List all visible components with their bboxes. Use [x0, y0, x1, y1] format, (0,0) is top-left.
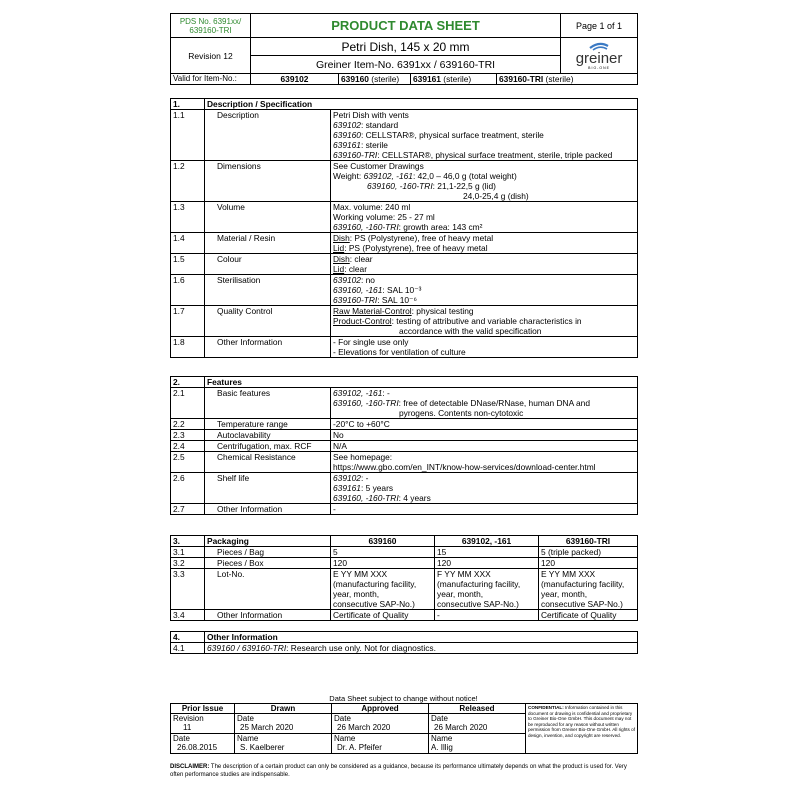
- spec-line: [333, 473, 635, 483]
- packaging-cell: [435, 547, 539, 558]
- spec-line: [333, 408, 635, 418]
- packaging-column-header: 639102, -161: [435, 536, 539, 547]
- row-value: [331, 254, 638, 275]
- disclaimer: [170, 763, 640, 779]
- underlined-term: Dish: [333, 233, 350, 243]
- released-date: Date 26 March 2020: [429, 714, 526, 734]
- spec-line: [333, 222, 635, 232]
- spec-line: [333, 110, 635, 120]
- row-label: Basic features: [205, 388, 331, 419]
- packaging-row: [171, 558, 638, 569]
- row-value: [331, 110, 638, 161]
- disclaimer-title: DISCLAIMER:: [170, 764, 210, 770]
- item-code: 639160: [341, 74, 369, 84]
- section-header: [171, 377, 638, 388]
- confidential-title: CONFIDENTIAL:: [528, 705, 564, 710]
- packaging-cell: [435, 610, 539, 621]
- row-label: Other Information: [205, 504, 331, 515]
- confidential-note: [526, 704, 638, 754]
- line-text: Max. volume: 240 ml: [333, 202, 411, 212]
- spec-line: [333, 191, 635, 201]
- spec-line: [333, 202, 635, 212]
- approved-name: Name Dr. A. Pfeifer: [332, 734, 429, 754]
- packaging-row: [171, 547, 638, 558]
- item-ref: 639160: [333, 130, 361, 140]
- row-label: Description: [205, 110, 331, 161]
- row-value: [331, 337, 638, 358]
- item-ref: 639160, -160-TRI: [333, 493, 399, 503]
- spec-row: [171, 504, 638, 515]
- spec-line: [333, 430, 635, 440]
- spec-line: [333, 295, 635, 305]
- section-number: 3.: [171, 536, 205, 547]
- spec-line: [333, 441, 635, 451]
- section-title: Other Information: [205, 632, 638, 643]
- row-number: 4.1: [171, 643, 205, 654]
- line-text: See Customer Drawings: [333, 161, 424, 171]
- drawn-date: Date 25 March 2020: [235, 714, 332, 734]
- row-number: 1.7: [171, 306, 205, 337]
- footer-header: Prior Issue: [171, 704, 235, 714]
- packaging-column-header: 639160: [331, 536, 435, 547]
- row-value: [331, 452, 638, 473]
- line-text: : -: [360, 473, 369, 483]
- line-text: : 4 years: [398, 493, 431, 503]
- spec-line: [333, 161, 635, 171]
- section-packaging: [170, 535, 638, 621]
- underlined-term: Product-Control: [333, 316, 392, 326]
- disclaimer-text: The description of a certain product can only be considered as a guidance, because its performance ultimately depends on what the product is used for. Very often performance studies are indispensable.: [170, 764, 627, 778]
- packaging-column-header: 639160-TRI: [539, 536, 638, 547]
- cell-line: 120: [541, 558, 555, 568]
- spec-line: [333, 452, 635, 462]
- spec-line: [333, 326, 635, 336]
- spec-row: [171, 110, 638, 161]
- row-label: Material / Resin: [205, 233, 331, 254]
- spec-line: [333, 120, 635, 130]
- row-label: Temperature range: [205, 419, 331, 430]
- spec-line: [333, 462, 635, 472]
- item-ref: 639102, -161: [363, 171, 413, 181]
- spec-line: [333, 181, 635, 191]
- line-text: : SAL 10⁻⁶: [377, 295, 417, 305]
- section-description: [170, 98, 638, 358]
- line-text: See homepage:: [333, 452, 393, 462]
- line-text: -: [333, 504, 336, 514]
- spec-row: [171, 337, 638, 358]
- section-features: [170, 376, 638, 515]
- section-header: [171, 536, 638, 547]
- row-number: 2.4: [171, 441, 205, 452]
- row-value: [205, 643, 638, 654]
- cell-line: year, month,: [541, 589, 588, 599]
- cell-line: 5 (triple packed): [541, 547, 602, 557]
- spec-line: [333, 419, 635, 429]
- row-number: 2.7: [171, 504, 205, 515]
- line-text: : clear: [349, 254, 373, 264]
- packaging-row: [171, 569, 638, 610]
- footer-header: Released: [429, 704, 526, 714]
- spec-line: [333, 150, 635, 160]
- product-name: Petri Dish, 145 x 20 mm: [251, 38, 561, 56]
- prior-date: Date 26.08.2015: [171, 734, 235, 754]
- packaging-cell: [539, 610, 638, 621]
- item-ref: 639102: [333, 120, 361, 130]
- row-label: Dimensions: [205, 161, 331, 202]
- packaging-row: [171, 610, 638, 621]
- line-text: N/A: [333, 441, 347, 451]
- spec-row: [171, 473, 638, 504]
- cell-line: year, month,: [333, 589, 380, 599]
- packaging-cell: [331, 558, 435, 569]
- spec-line: [333, 140, 635, 150]
- cell-line: -: [437, 610, 440, 620]
- underlined-term: Lid: [333, 264, 345, 274]
- line-text: - Elevations for ventilation of culture: [333, 347, 466, 357]
- drawn-name: Name S. Kaelberer: [235, 734, 332, 754]
- line-text: : clear: [344, 264, 367, 274]
- line-text: : Research use only. Not for diagnostics.: [286, 643, 436, 653]
- row-value: [331, 388, 638, 419]
- line-text: : 42,0 – 46,0 g (total weight): [412, 171, 517, 181]
- cell-line: 15: [437, 547, 447, 557]
- footer-header: Approved: [332, 704, 429, 714]
- line-text: : -: [382, 388, 390, 398]
- spec-line: [333, 130, 635, 140]
- row-value: [331, 275, 638, 306]
- item-ref: 639161: [333, 483, 361, 493]
- line-text: -20°C to +60°C: [333, 419, 390, 429]
- spec-line: [333, 483, 635, 493]
- line-text: : standard: [360, 120, 399, 130]
- packaging-cell: [331, 610, 435, 621]
- row-number: 1.1: [171, 110, 205, 161]
- item-ref: 639160, -160-TRI: [367, 181, 433, 191]
- document-title: PRODUCT DATA SHEET: [251, 14, 561, 38]
- page-number: Page 1 of 1: [561, 14, 638, 38]
- spec-line: [333, 275, 635, 285]
- row-value: [331, 430, 638, 441]
- item-ref: 639160-TRI: [333, 150, 378, 160]
- section-number: 2.: [171, 377, 205, 388]
- line-text: : growth area: 143 cm²: [398, 222, 483, 232]
- row-number: 3.1: [171, 547, 205, 558]
- row-label: Sterilisation: [205, 275, 331, 306]
- row-value: [331, 306, 638, 337]
- row-number: 1.3: [171, 202, 205, 233]
- line-text: : CELLSTAR®, physical surface treatment, sterile: [360, 130, 544, 140]
- line-text: - For single use only: [333, 337, 409, 347]
- item-ref: 639160 / 639160-TRI: [207, 643, 287, 653]
- row-number: 2.1: [171, 388, 205, 419]
- packaging-cell: [331, 569, 435, 610]
- approved-date: Date 26 March 2020: [332, 714, 429, 734]
- packaging-cell: [539, 558, 638, 569]
- cell-line: 120: [437, 558, 451, 568]
- item-suffix: (sterile): [440, 74, 472, 84]
- row-label: Volume: [205, 202, 331, 233]
- line-text: : physical testing: [411, 306, 474, 316]
- spec-line: [333, 316, 635, 326]
- line-text: No: [333, 430, 344, 440]
- item-number: Greiner Item-No. 6391xx / 639160-TRI: [251, 56, 561, 74]
- line-text: Working volume: 25 - 27 ml: [333, 212, 435, 222]
- valid-item: [497, 74, 638, 85]
- row-number: 1.5: [171, 254, 205, 275]
- cell-line: 5: [333, 547, 338, 557]
- row-number: 1.6: [171, 275, 205, 306]
- line-text: : 21,1-22,5 g (lid): [432, 181, 496, 191]
- logo-cell: [561, 38, 638, 74]
- row-label: Pieces / Box: [205, 558, 331, 569]
- approval-table: [170, 703, 638, 754]
- row-value: [331, 419, 638, 430]
- line-text: : no: [360, 275, 375, 285]
- line-text: : PS (Polystyrene), free of heavy metal: [349, 233, 494, 243]
- cell-line: consecutive SAP-No.): [541, 599, 623, 609]
- line-text: : PS (Polystyrene), free of heavy metal: [344, 243, 488, 253]
- header-table: [170, 13, 638, 85]
- row-number: 3.3: [171, 569, 205, 610]
- cell-line: E YY MM XXX: [333, 569, 388, 579]
- spec-row: [171, 306, 638, 337]
- row-value: [331, 441, 638, 452]
- spec-row: [171, 254, 638, 275]
- cell-line: year, month,: [437, 589, 484, 599]
- spec-row: [171, 233, 638, 254]
- valid-item: [251, 74, 339, 85]
- footer-header: Drawn: [235, 704, 332, 714]
- spec-row: [171, 161, 638, 202]
- spec-row: [171, 441, 638, 452]
- packaging-cell: [331, 547, 435, 558]
- item-ref: 639160-TRI: [333, 295, 378, 305]
- item-ref: 639161: [333, 140, 361, 150]
- row-value: [331, 161, 638, 202]
- spec-row: [171, 275, 638, 306]
- logo-text: greiner: [575, 49, 623, 67]
- item-suffix: (sterile): [368, 74, 400, 84]
- item-ref: 639160, -161: [333, 285, 383, 295]
- spec-row: [171, 643, 638, 654]
- item-code: 639160-TRI: [499, 74, 544, 84]
- cell-line: (manufacturing facility,: [437, 579, 521, 589]
- spec-row: [171, 388, 638, 419]
- spec-line: [333, 233, 635, 243]
- item-code: 639102: [280, 74, 309, 84]
- row-value: [331, 473, 638, 504]
- row-label: Lot-No.: [205, 569, 331, 610]
- spec-line: [333, 264, 635, 274]
- underlined-term: Dish: [333, 254, 350, 264]
- underlined-term: Raw Material-Control: [333, 306, 412, 316]
- section-title: Description / Specification: [205, 99, 638, 110]
- spec-line: [333, 285, 635, 295]
- line-text: : 5 years: [360, 483, 394, 493]
- row-number: 1.2: [171, 161, 205, 202]
- row-value: [331, 233, 638, 254]
- line-text: accordance with the valid specification: [399, 326, 542, 336]
- item-ref: 639160, -160-TRI: [333, 222, 399, 232]
- cell-line: consecutive SAP-No.): [437, 599, 519, 609]
- released-name: Name A. Illig: [429, 734, 526, 754]
- line-text: https://www.gbo.com/en_INT/know-how-services/download-center.html: [333, 462, 596, 472]
- line-text: pyrogens. Contents non-cytotoxic: [399, 408, 524, 418]
- row-number: 1.8: [171, 337, 205, 358]
- spec-line: [333, 243, 635, 253]
- cell-line: (manufacturing facility,: [541, 579, 625, 589]
- spec-line: [333, 306, 635, 316]
- spec-line: [333, 347, 635, 357]
- line-text: : free of detectable DNase/RNase, human DNA and: [398, 398, 590, 408]
- underlined-term: Lid: [333, 243, 345, 253]
- spec-line: [333, 504, 635, 514]
- section-number: 4.: [171, 632, 205, 643]
- logo-subtext: BIO-ONE: [588, 65, 610, 70]
- section-number: 1.: [171, 99, 205, 110]
- row-label: Colour: [205, 254, 331, 275]
- packaging-cell: [539, 547, 638, 558]
- spec-line: [333, 337, 635, 347]
- item-ref: 639102: [333, 275, 361, 285]
- cell-line: (manufacturing facility,: [333, 579, 417, 589]
- row-number: 2.3: [171, 430, 205, 441]
- cell-line: F YY MM XXX: [437, 569, 491, 579]
- item-suffix: (sterile): [543, 74, 574, 84]
- spec-row: [171, 430, 638, 441]
- spec-line: [333, 171, 635, 181]
- confidential-text: Information contained in this document or drawing is confidential and proprietary to Greiner Bio-One GmbH. This document may not be reproduced for any reason without written permission from Greiner Bio-One GmbH. All rights of design, invention, and copyright are reserved.: [528, 705, 635, 738]
- line-text: 24,0-25,4 g (dish): [463, 191, 529, 201]
- row-label: Other Information: [205, 337, 331, 358]
- packaging-cell: [539, 569, 638, 610]
- cell-line: Certificate of Quality: [333, 610, 409, 620]
- cell-line: Certificate of Quality: [541, 610, 617, 620]
- valid-label: Valid for Item-No.:: [171, 74, 251, 85]
- spec-line: [333, 388, 635, 398]
- valid-item: [339, 74, 411, 85]
- row-label: Autoclavability: [205, 430, 331, 441]
- line-text: : sterile: [360, 140, 388, 150]
- row-label: Other Information: [205, 610, 331, 621]
- spec-line: [333, 254, 635, 264]
- prior-revision: Revision 11: [171, 714, 235, 734]
- row-label: Chemical Resistance: [205, 452, 331, 473]
- row-number: 1.4: [171, 233, 205, 254]
- spec-line: [333, 398, 635, 408]
- change-notice: Data Sheet subject to change without notice!: [329, 694, 478, 703]
- row-value: [331, 504, 638, 515]
- line-text: : CELLSTAR®, physical surface treatment, sterile, triple packed: [377, 150, 613, 160]
- section-title: Features: [205, 377, 638, 388]
- line-prefix: Weight:: [333, 171, 364, 181]
- packaging-cell: [435, 569, 539, 610]
- spec-line: [333, 493, 635, 503]
- spec-line: [333, 212, 635, 222]
- item-ref: 639160, -160-TRI: [333, 398, 399, 408]
- section-other-information: [170, 631, 638, 654]
- cell-line: E YY MM XXX: [541, 569, 596, 579]
- row-label: Shelf life: [205, 473, 331, 504]
- cell-line: consecutive SAP-No.): [333, 599, 415, 609]
- packaging-cell: [435, 558, 539, 569]
- row-label: Pieces / Bag: [205, 547, 331, 558]
- spec-row: [171, 452, 638, 473]
- item-ref: 639102, -161: [333, 388, 383, 398]
- spec-row: [171, 202, 638, 233]
- item-ref: 639102: [333, 473, 361, 483]
- spec-row: [171, 419, 638, 430]
- row-number: 2.5: [171, 452, 205, 473]
- revision: Revision 12: [171, 38, 251, 74]
- row-number: 3.4: [171, 610, 205, 621]
- section-header: [171, 99, 638, 110]
- row-label: Quality Control: [205, 306, 331, 337]
- row-number: 2.2: [171, 419, 205, 430]
- valid-item: [411, 74, 497, 85]
- row-number: 2.6: [171, 473, 205, 504]
- cell-line: 120: [333, 558, 347, 568]
- pds-number: PDS No. 6391xx/ 639160-TRI: [171, 14, 251, 38]
- line-text: : testing of attributive and variable characteristics in: [391, 316, 582, 326]
- line-text: : SAL 10⁻³: [382, 285, 422, 295]
- section-header: [171, 632, 638, 643]
- line-text: Petri Dish with vents: [333, 110, 409, 120]
- item-code: 639161: [413, 74, 441, 84]
- row-number: 3.2: [171, 558, 205, 569]
- section-title: Packaging: [205, 536, 331, 547]
- row-value: [331, 202, 638, 233]
- row-label: Centrifugation, max. RCF: [205, 441, 331, 452]
